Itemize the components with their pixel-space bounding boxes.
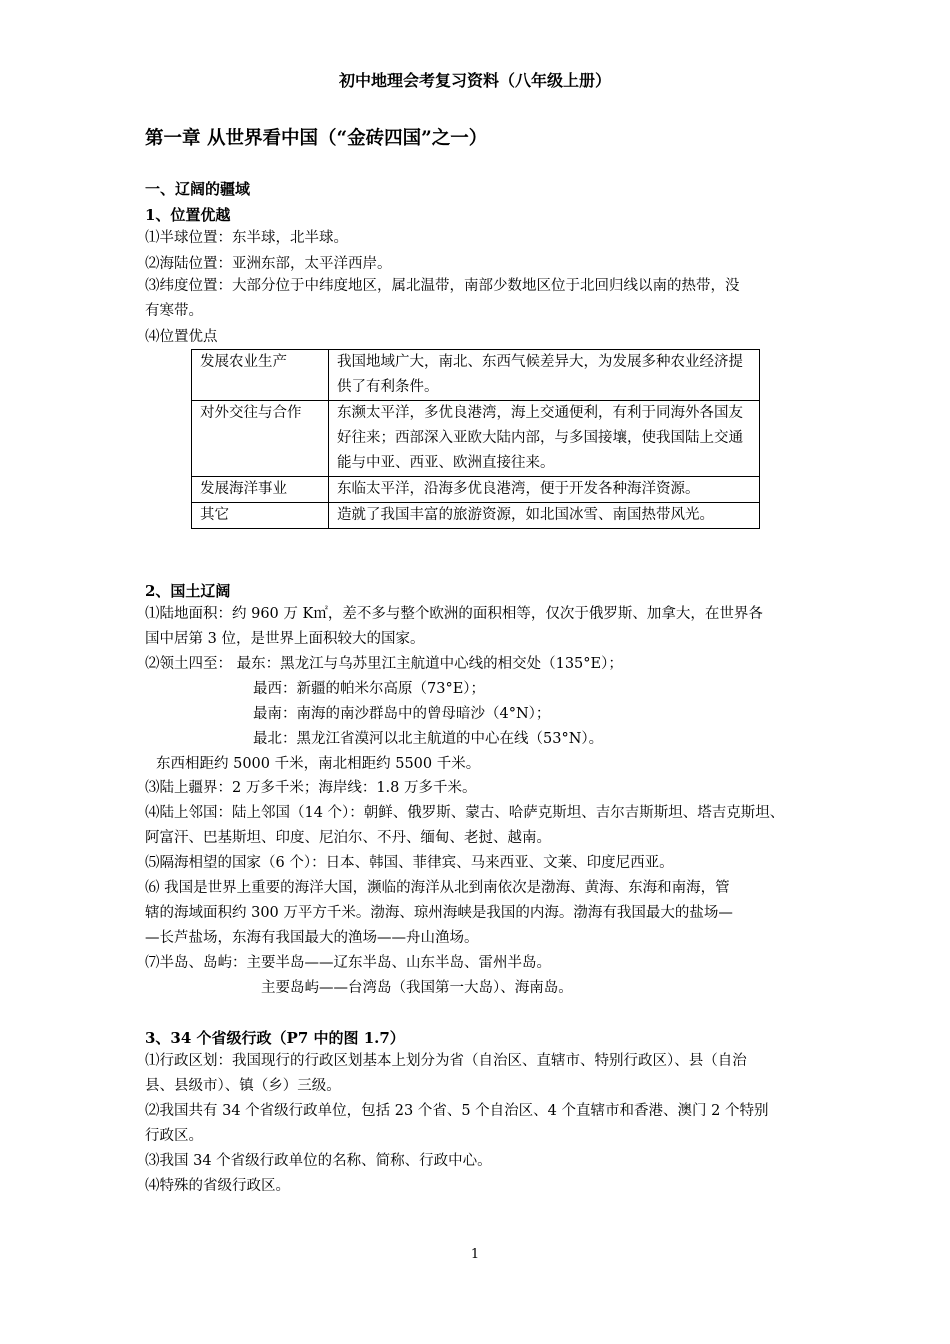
table-cell-label: 发展农业生产 xyxy=(192,350,329,401)
text-line: ⑵海陆位置：亚洲东部，太平洋西岸。 xyxy=(145,256,392,272)
text-line: —长芦盐场，东海有我国最大的渔场——舟山渔场。 xyxy=(145,930,479,946)
table-cell-label: 发展海洋事业 xyxy=(192,477,329,503)
text-line: ⑴行政区划：我国现行的行政区划基本上划分为省（自治区、直辖市、特别行政区）、县（自治 xyxy=(145,1053,747,1069)
text-line: ⑵我国共有 34 个省级行政单位，包括 23 个省、5 个自治区、4 个直辖市和香港、澳门 2 个特别 xyxy=(145,1103,769,1119)
table-cell-label: 其它 xyxy=(192,503,329,529)
table-cell-text: 东临太平洋，沿海多优良港湾，便于开发各种海洋资源。 xyxy=(329,477,760,503)
table-cell-text: 我国地域广大，南北、东西气候差异大，为发展多种农业经济提供了有利条件。 xyxy=(329,350,760,401)
text-line: 有寒带。 xyxy=(145,303,203,319)
chapter-heading: 第一章 从世界看中国（“金砖四国”之一） xyxy=(145,128,488,149)
text-line: ⑴陆地面积：约 960 万 K㎡，差不多与整个欧洲的面积相等，仅次于俄罗斯、加拿大，在世界各 xyxy=(145,606,763,622)
text-line: 最南：南海的南沙群岛中的曾母暗沙（4°N）； xyxy=(253,706,551,722)
subsection-heading-location: 1、位置优越 xyxy=(145,206,231,224)
text-line: 东西相距约 5000 千米，南北相距约 5500 千米。 xyxy=(156,756,481,772)
text-line: ⑷特殊的省级行政区。 xyxy=(145,1178,290,1194)
text-line: ⑸隔海相望的国家（6 个）：日本、韩国、菲律宾、马来西亚、文莱、印度尼西亚。 xyxy=(145,855,674,871)
page-number: 1 xyxy=(470,1247,480,1262)
table-cell-text: 造就了我国丰富的旅游资源，如北国冰雪、南国热带风光。 xyxy=(329,503,760,529)
table-row xyxy=(192,350,760,401)
text-line: 行政区。 xyxy=(145,1128,203,1144)
text-line: 主要岛屿——台湾岛（我国第一大岛）、海南岛。 xyxy=(261,980,573,996)
section-heading: 一、辽阔的疆域 xyxy=(145,180,251,198)
table-row xyxy=(192,401,760,477)
table-row xyxy=(192,503,760,529)
text-line: ⑵领土四至： 最东：黑龙江与乌苏里江主航道中心线的相交处（135°E）； xyxy=(145,656,623,672)
text-line: ⑹ 我国是世界上重要的海洋大国，濒临的海洋从北到南依次是渤海、黄海、东海和南海，管 xyxy=(145,880,730,896)
text-line: ⑶陆上疆界：2 万多千米；海岸线：1.8 万多千米。 xyxy=(145,780,477,796)
table-row xyxy=(192,477,760,503)
text-line: 最西：新疆的帕米尔高原（73°E）； xyxy=(253,681,486,697)
text-line: ⑷陆上邻国：陆上邻国（14 个）：朝鲜、俄罗斯、蒙古、哈萨克斯坦、吉尔吉斯斯坦、塔吉克斯坦、 xyxy=(145,805,785,821)
table-cell-text: 东濒太平洋，多优良港湾，海上交通便利，有利于同海外各国友好往来；西部深入亚欧大陆内部，与多国接壤，使我国陆上交通能与中亚、西亚、欧洲直接往来。 xyxy=(329,401,760,477)
text-line: ⑴半球位置：东半球，北半球。 xyxy=(145,230,348,246)
text-line: 县、县级市）、镇（乡）三级。 xyxy=(145,1078,341,1094)
location-advantages-table xyxy=(191,349,760,529)
text-line: 最北：黑龙江省漠河以北主航道的中心在线（53°N）。 xyxy=(253,731,604,747)
text-line: 辖的海域面积约 300 万平方千米。渤海、琼州海峡是我国的内海。渤海有我国最大的盐场— xyxy=(145,905,733,921)
text-line: ⑶我国 34 个省级行政单位的名称、简称、行政中心。 xyxy=(145,1153,492,1169)
text-line: ⑷位置优点 xyxy=(145,329,218,345)
text-line: ⑺半岛、岛屿：主要半岛——辽东半岛、山东半岛、雷州半岛。 xyxy=(145,955,551,971)
document-title: 初中地理会考复习资料（八年级上册） xyxy=(338,71,611,90)
table-cell-label: 对外交往与合作 xyxy=(192,401,329,477)
subsection-heading-territory: 2、国土辽阔 xyxy=(145,582,231,600)
subsection-heading-provinces: 3、34 个省级行政（P7 中的图 1.7） xyxy=(145,1029,405,1047)
text-line: 国中居第 3 位，是世界上面积较大的国家。 xyxy=(145,631,425,647)
text-line: 阿富汗、巴基斯坦、印度、尼泊尔、不丹、缅甸、老挝、越南。 xyxy=(145,830,551,846)
text-line: ⑶纬度位置：大部分位于中纬度地区，属北温带，南部少数地区位于北回归线以南的热带，没 xyxy=(145,278,740,294)
